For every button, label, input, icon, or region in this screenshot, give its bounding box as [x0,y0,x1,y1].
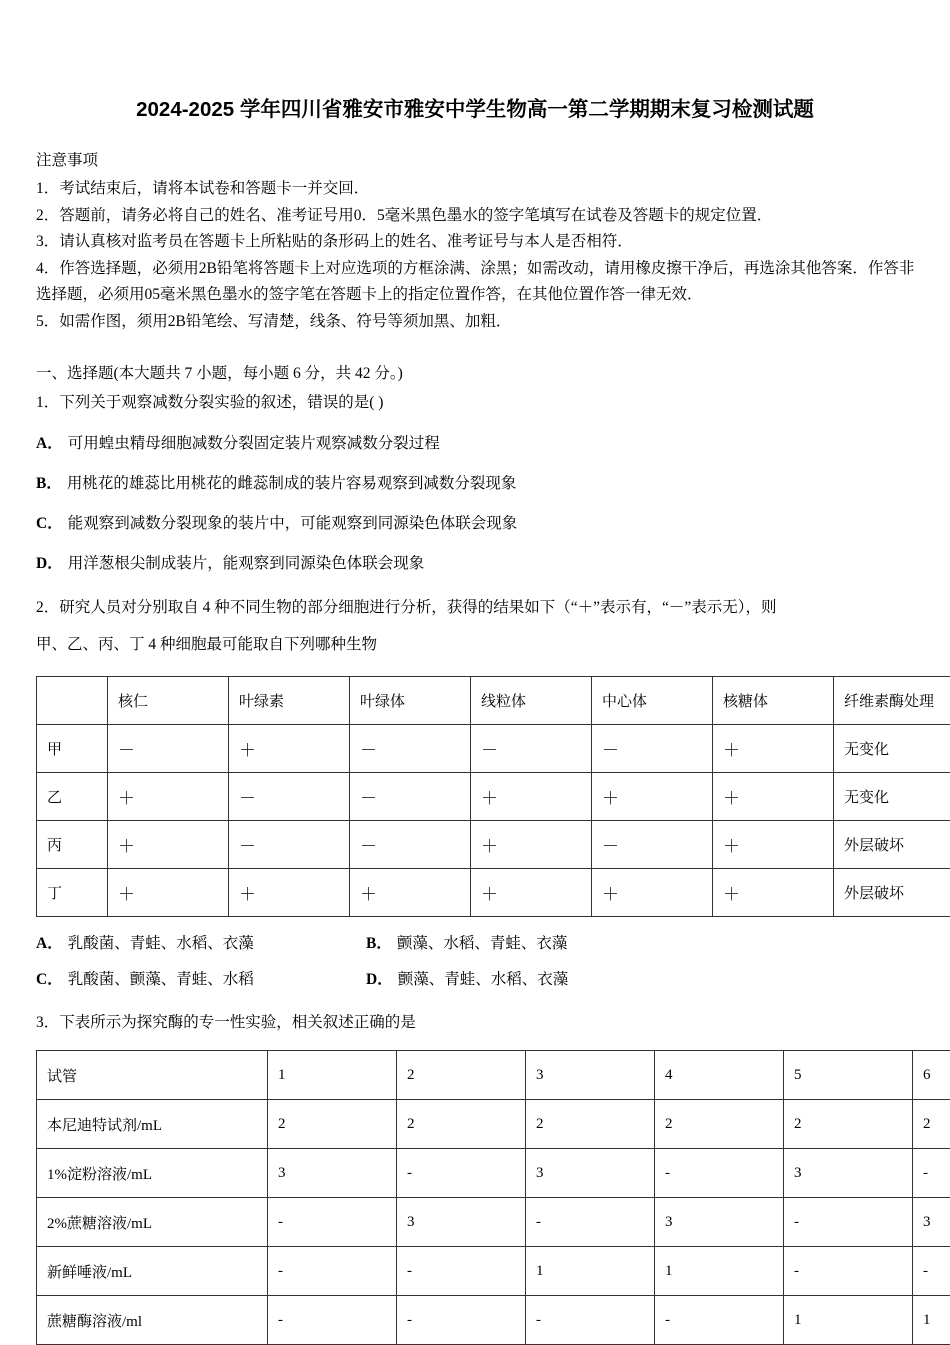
table-row [37,1198,950,1247]
option-a-text: 可用蝗虫精母细胞减数分裂固定装片观察减数分裂过程 [68,435,440,452]
notice-heading: 注意事项 [36,148,920,174]
question-2-option-c[interactable] [36,967,366,989]
cell-starch-1: 3 [268,1149,397,1198]
question-1-stem [36,389,920,416]
option-d-letter: D． [36,555,63,572]
cell-saliva-1: - [268,1247,397,1296]
cell-jia-cellulase: 无变化 [834,725,950,773]
question-2-number: 2． [36,599,59,616]
option-c-text: 能观察到减数分裂现象的装片中，可能观察到同源染色体联会现象 [68,515,518,532]
cell-sucrose-3: - [526,1198,655,1247]
cell-bing-cellulase: 外层破坏 [834,821,950,869]
option-c-letter: C． [36,515,63,532]
table-row [37,1247,950,1296]
cell-benedict-6: 2 [913,1100,950,1149]
row-label-bing: 丙 [37,821,108,869]
cell-sucrase-5: 1 [784,1296,913,1345]
option-b-letter: B． [36,475,62,492]
cell-starch-6: - [913,1149,950,1198]
enzyme-specificity-table [36,1050,950,1345]
cell-benedict-5: 2 [784,1100,913,1149]
option-c-letter: C． [36,971,63,988]
option-a-letter: A． [36,435,63,452]
table-header-row [37,1051,950,1100]
question-1-option-d[interactable] [36,552,920,576]
cell-saliva-3: 1 [526,1247,655,1296]
cell-bing-nucleolus: ＋ [108,821,229,869]
question-1 [36,389,920,576]
question-2-option-b[interactable] [366,931,920,953]
header-tube-4: 4 [655,1051,784,1100]
option-d-letter: D． [366,971,393,988]
cell-ding-mitochondria: ＋ [471,869,592,917]
cell-ding-chlorophyll: ＋ [229,869,350,917]
cell-yi-cellulase: 无变化 [834,773,950,821]
cell-sucrose-4: 3 [655,1198,784,1247]
question-3-text: 下表所示为探究酶的专一性实验，相关叙述正确的是 [59,1014,416,1031]
cell-starch-2: - [397,1149,526,1198]
cell-jia-nucleolus: － [108,725,229,773]
header-chloroplast: 叶绿体 [350,677,471,725]
notice-item-5: 5．如需作图，须用2B铅笔绘、写清楚，线条、符号等须加黑、加粗． [36,309,920,336]
notice-item-1: 1．考试结束后，请将本试卷和答题卡一并交回． [36,176,920,203]
table-row [37,869,950,917]
cell-starch-4: - [655,1149,784,1198]
cell-sucrose-1: - [268,1198,397,1247]
cell-bing-chlorophyll: － [229,821,350,869]
row-label-saliva: 新鲜唾液/mL [37,1247,268,1296]
header-centrosome: 中心体 [592,677,713,725]
cell-sucrase-6: 1 [913,1296,950,1345]
table-row [37,773,950,821]
cell-benedict-1: 2 [268,1100,397,1149]
row-label-benedict: 本尼迪特试剂/mL [37,1100,268,1149]
cell-saliva-4: 1 [655,1247,784,1296]
page-title: 2024-2025 学年四川省雅安市雅安中学生物高一第二学期期末复习检测试题 [0,96,950,124]
cell-sucrose-6: 3 [913,1198,950,1247]
header-nucleolus: 核仁 [108,677,229,725]
table-row [37,1149,950,1198]
question-3-stem [36,1009,920,1036]
cell-ding-ribosome: ＋ [713,869,834,917]
cell-sucrase-4: - [655,1296,784,1345]
question-2 [36,594,920,989]
table-row [37,1296,950,1345]
section-heading: 一、选择题(本大题共 7 小题，每小题 6 分，共 42 分。) [36,361,920,387]
cell-yi-ribosome: ＋ [713,773,834,821]
header-blank [37,677,108,725]
row-label-yi: 乙 [37,773,108,821]
cell-sucrose-2: 3 [397,1198,526,1247]
question-1-number: 1． [36,394,59,411]
cell-sucrase-1: - [268,1296,397,1345]
cell-sucrase-3: - [526,1296,655,1345]
notice-section [36,148,920,335]
table-header-row [37,677,950,725]
header-test-tube: 试管 [37,1051,268,1100]
question-1-option-b[interactable] [36,472,920,496]
question-2-options-row-2 [36,967,920,989]
cell-yi-chlorophyll: － [229,773,350,821]
cell-jia-chloroplast: － [350,725,471,773]
option-d-text: 用洋葱根尖制成装片，能观察到同源染色体联会现象 [68,555,425,572]
row-label-ding: 丁 [37,869,108,917]
cell-saliva-5: - [784,1247,913,1296]
header-tube-2: 2 [397,1051,526,1100]
cell-saliva-6: - [913,1247,950,1296]
cell-yi-chloroplast: － [350,773,471,821]
cell-starch-5: 3 [784,1149,913,1198]
cell-benedict-4: 2 [655,1100,784,1149]
cell-yi-mitochondria: ＋ [471,773,592,821]
document-body [36,148,920,1345]
option-b-text: 颤藻、水稻、青蛙、衣藻 [397,935,568,952]
cell-benedict-3: 2 [526,1100,655,1149]
row-label-starch: 1%淀粉溶液/mL [37,1149,268,1198]
header-tube-5: 5 [784,1051,913,1100]
question-3 [36,1009,920,1345]
option-b-text: 用桃花的雄蕊比用桃花的雌蕊制成的装片容易观察到减数分裂现象 [67,475,517,492]
notice-item-3: 3．请认真核对监考员在答题卡上所粘贴的条形码上的姓名、准考证号与本人是否相符． [36,229,920,256]
organelle-presence-table [36,676,950,917]
cell-yi-centrosome: ＋ [592,773,713,821]
header-tube-6: 6 [913,1051,950,1100]
cell-bing-ribosome: ＋ [713,821,834,869]
notice-item-2: 2．答题前，请务必将自己的姓名、准考证号用0．5毫米黑色墨水的签字笔填写在试卷及答题卡的规定位置． [36,203,920,230]
cell-yi-nucleolus: ＋ [108,773,229,821]
option-c-text: 乳酸菌、颤藻、青蛙、水稻 [68,971,254,988]
cell-ding-cellulase: 外层破坏 [834,869,950,917]
row-label-sucrase: 蔗糖酶溶液/ml [37,1296,268,1345]
cell-jia-chlorophyll: ＋ [229,725,350,773]
question-1-option-c[interactable] [36,512,920,536]
cell-sucrase-2: - [397,1296,526,1345]
cell-ding-chloroplast: ＋ [350,869,471,917]
question-2-text-1: 研究人员对分别取自 4 种不同生物的部分细胞进行分析，获得的结果如下（“＋”表示有，“－”表示无），则 [59,599,776,616]
header-tube-1: 1 [268,1051,397,1100]
row-label-sucrose: 2%蔗糖溶液/mL [37,1198,268,1247]
cell-bing-centrosome: － [592,821,713,869]
question-1-text: 下列关于观察减数分裂实验的叙述，错误的是( ) [59,394,383,411]
option-d-text: 颤藻、青蛙、水稻、衣藻 [398,971,569,988]
header-tube-3: 3 [526,1051,655,1100]
question-2-stem-line2: 甲、乙、丙、丁 4 种细胞最可能取自下列哪种生物 [36,631,920,658]
header-cellulase-treatment: 纤维素酶处理 [834,677,950,725]
cell-saliva-2: - [397,1247,526,1296]
question-1-option-a[interactable] [36,432,920,456]
cell-bing-mitochondria: ＋ [471,821,592,869]
row-label-jia: 甲 [37,725,108,773]
header-chlorophyll: 叶绿素 [229,677,350,725]
cell-bing-chloroplast: － [350,821,471,869]
question-2-stem-line1 [36,594,920,621]
notice-item-4: 4．作答选择题，必须用2B铅笔将答题卡上对应选项的方框涂满、涂黑；如需改动，请用橡皮擦干净后，再选涂其他答案．作答非选择题，必须用05毫米黑色墨水的签字笔在答题卡上的指定位置作答，在其他位置作答一律无效． [36,256,920,309]
question-2-option-d[interactable] [366,967,920,989]
table-row [37,821,950,869]
cell-ding-nucleolus: ＋ [108,869,229,917]
option-b-letter: B． [366,935,392,952]
option-a-text: 乳酸菌、青蛙、水稻、衣藻 [68,935,254,952]
header-mitochondria: 线粒体 [471,677,592,725]
header-ribosome: 核糖体 [713,677,834,725]
cell-benedict-2: 2 [397,1100,526,1149]
question-3-number: 3． [36,1014,59,1031]
table-row [37,1100,950,1149]
table-row [37,725,950,773]
cell-starch-3: 3 [526,1149,655,1198]
cell-jia-ribosome: ＋ [713,725,834,773]
question-2-option-a[interactable] [36,931,366,953]
cell-jia-mitochondria: － [471,725,592,773]
cell-sucrose-5: - [784,1198,913,1247]
cell-jia-centrosome: － [592,725,713,773]
option-a-letter: A． [36,935,63,952]
question-2-options-row-1 [36,931,920,953]
cell-ding-centrosome: ＋ [592,869,713,917]
